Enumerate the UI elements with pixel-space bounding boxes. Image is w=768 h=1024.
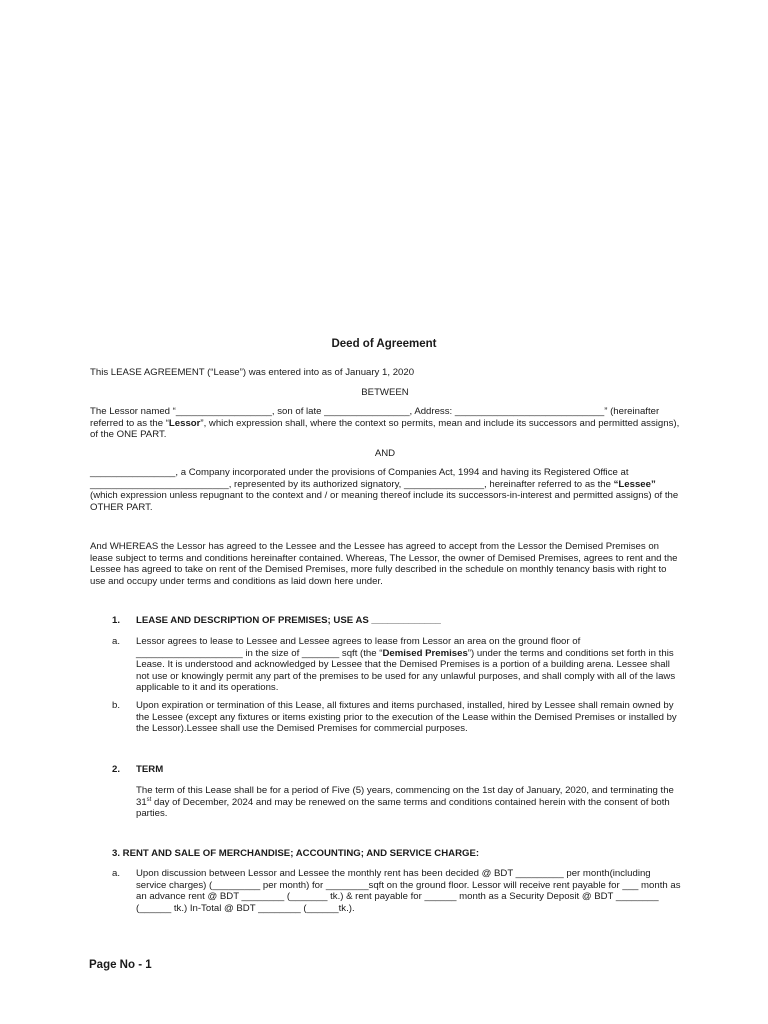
clause-1b-text: Upon expiration or termination of this Lease, all fixtures and items purchased, installed, hired by Lessee shall remain owned by the Lessee (except any fixtures or items existing prior to the execution of the Lease within the Demised Premises or installed by the Lessor).Lessee shall use the Demised Premises for commercial purposes.: [136, 700, 677, 735]
lessee-paragraph: [90, 467, 680, 513]
section-3-heading: 3. RENT AND SALE OF MERCHANDISE; ACCOUNTING; AND SERVICE CHARGE:: [112, 848, 480, 859]
term-text-1: The term of this Lease shall be for a period of Five (5) years, commencing on the 1st day of January, 2020, and terminating the 31: [136, 785, 674, 808]
page-number-footer: Page No - 1: [89, 959, 152, 971]
clause-3a-marker: a.: [112, 868, 121, 879]
between-label: BETWEEN: [361, 387, 409, 398]
lessor-text-1: The Lessor named “__________________, son of late ________________, Address: ____________________________” (hereinafter referred to as the “: [90, 406, 660, 429]
lessee-text-1: ________________, a Company incorporated under the provisions of Companies Act, 1994 and having its Registered Office at __________________________, represented by its authorized signatory, _______________, hereinafter referred to as the: [90, 467, 629, 490]
demised-premises-term: Demised Premises: [382, 647, 468, 659]
clause-1a-text: [136, 636, 682, 694]
intro-paragraph: This LEASE AGREEMENT (“Lease”) was entered into as of January 1, 2020: [90, 367, 415, 378]
whereas-paragraph: And WHEREAS the Lessor has agreed to the Lessee and the Lessee has agreed to accept from the Lessor the Demised Premises on lease subject to terms and conditions hereinafter contained. Whereas, The Lessor, the owner of Demised Premises, agrees to rent and the Lessee has agreed to take on rent of the Demised Premises, more fully described in the schedule on monthly tenancy basis with right to use and occupy under terms and conditions as laid down here under.: [90, 541, 678, 587]
lessor-text-2: ”, which expression shall, where the context so permits, mean and include its successors and permitted assigns), of the ONE PART.: [90, 417, 680, 441]
clause-3a: [112, 868, 682, 914]
lessee-text-2: (which expression unless repugnant to the context and / or meaning thereof include its successors-in-interest and permitted assigns) of the OTHER PART.: [90, 490, 679, 513]
section-1-title: LEASE AND DESCRIPTION OF PREMISES; USE AS _____________: [136, 615, 441, 626]
term-paragraph: [136, 785, 681, 820]
section-1-number: 1.: [112, 615, 121, 626]
section-2-title: TERM: [136, 764, 164, 775]
document-title: Deed of Agreement: [331, 338, 437, 350]
clause-1a: [112, 636, 682, 694]
clause-1b: [112, 700, 682, 735]
clause-3a-text: Upon discussion between Lessor and Lessee the monthly rent has been decided @ BDT _________ per month(including service charges) (_________ per month) for ________sqft on the ground floor. Lessor will receive rent payable for ___ month as an advance rent @ BDT ________ (_______ tk.) & rent payable for ______ month as a Security Deposit @ BDT ________ (______ tk.) In-Total @ BDT ________ (______tk.).: [136, 868, 681, 914]
term-superscript: st: [146, 796, 152, 803]
lessor-paragraph: [90, 406, 680, 441]
clause-1a-marker: a.: [112, 636, 121, 647]
term-text-2: day of December, 2024 and may be renewed on the same terms and conditions contained herein with the consent of both parties.: [136, 796, 670, 820]
lessee-term: “Lessee”: [613, 478, 656, 490]
and-label: AND: [374, 448, 396, 459]
clause-1a-text-2: ”) under the terms and conditions set forth in this Lease. It is understood and acknowledged by Lessee that the Demised Premises is a portion of a building arena. Lessee shall not use or knowingly permit any part of the premises to be used for any unlawful purposes, and shall comply with all of the laws applicable to it and its operations.: [136, 647, 676, 694]
clause-1a-text-1: Lessor agrees to lease to Lessee and Lessee agrees to lease from Lessor an area on the ground floor of ____________________ in the size of _______ sqft (the “: [136, 636, 581, 659]
clause-1b-marker: b.: [112, 700, 121, 711]
lessor-term: Lessor: [168, 417, 201, 429]
section-2-number: 2.: [112, 764, 121, 775]
